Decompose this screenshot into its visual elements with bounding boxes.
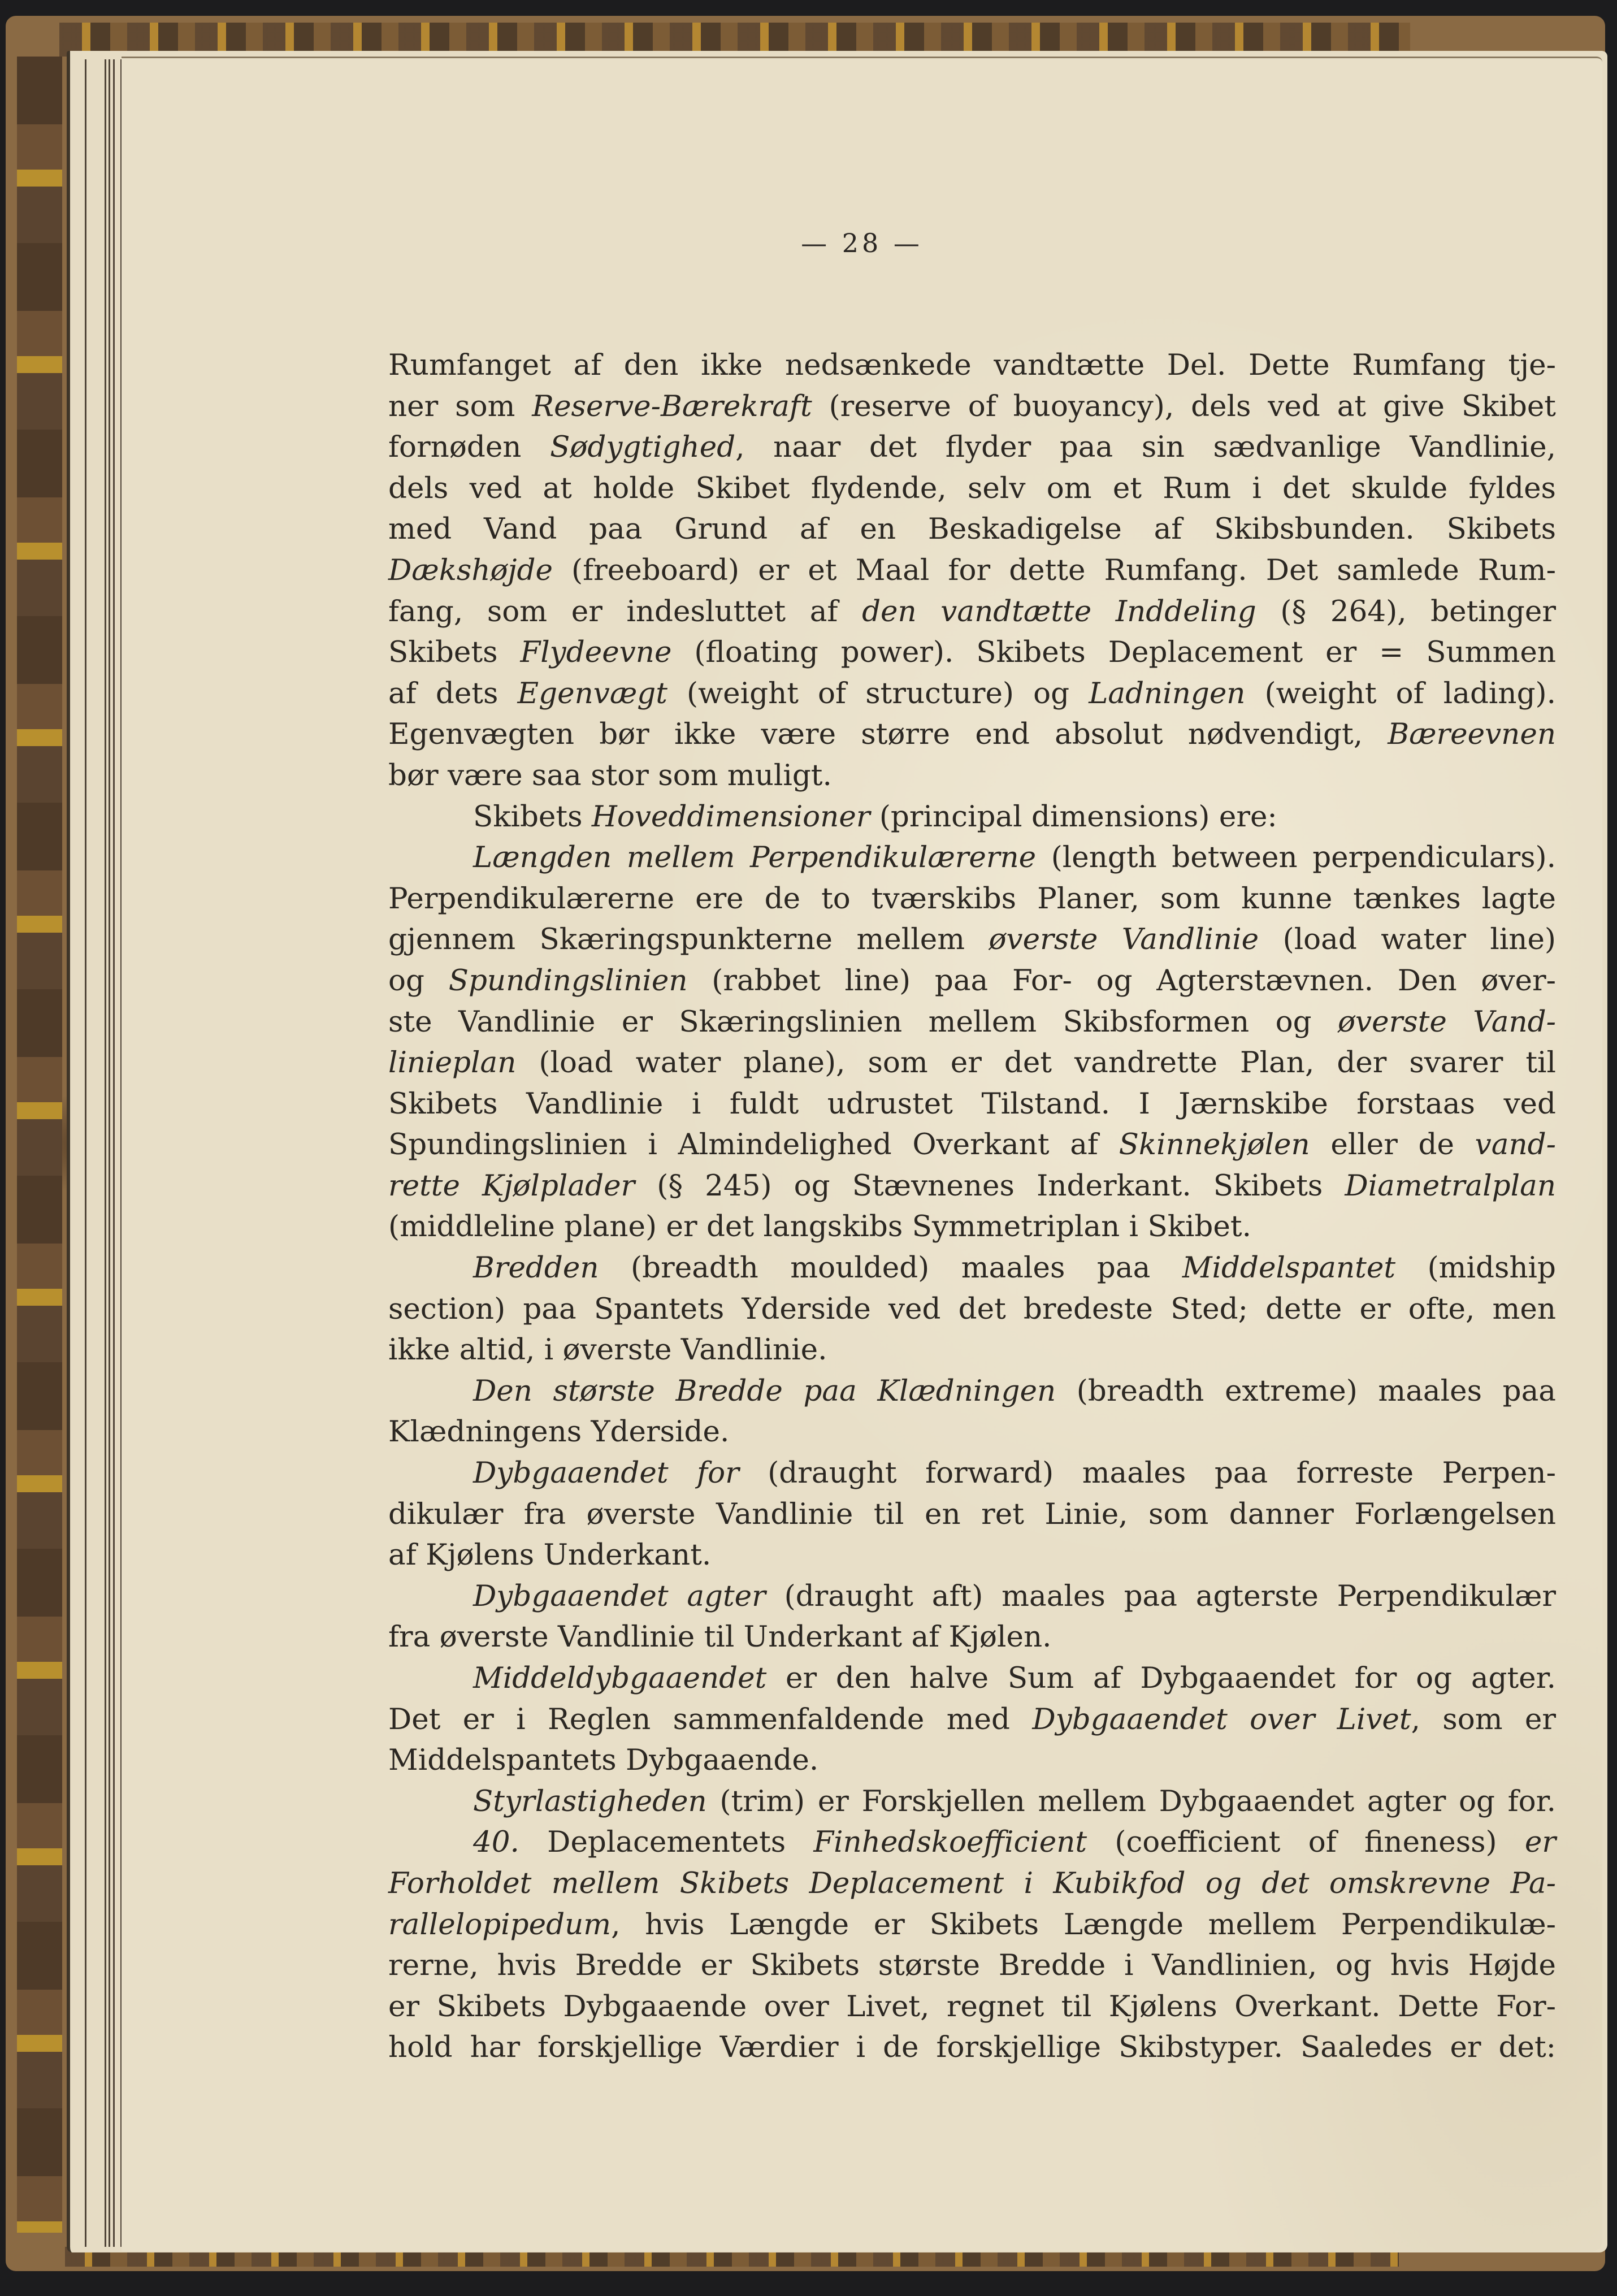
text-line [388, 591, 1556, 633]
text-line [388, 1699, 1556, 1740]
text-line [388, 427, 1556, 468]
text-line [388, 1371, 1556, 1412]
text-line [388, 386, 1556, 427]
italic-term: rallelopipedum [388, 1907, 612, 1942]
italic-term: Skinnekjølen [1119, 1128, 1310, 1162]
text-line [388, 1740, 1556, 1781]
page-leaf-edge [85, 59, 86, 2247]
text-run: af Kjølens Underkant. [388, 1538, 712, 1572]
text-run: bør være saa stor som muligt. [388, 758, 832, 792]
text-run: Spundingslinien i Almindelighed Overkant af [388, 1128, 1119, 1162]
text-line [388, 1904, 1556, 1946]
text-run: (weight of lading). [1245, 676, 1557, 711]
text-run: Skibets [473, 799, 592, 834]
text-line [388, 1781, 1556, 1822]
text-line [388, 714, 1556, 755]
text-line [388, 1289, 1556, 1330]
text-run: af dets [388, 676, 518, 711]
text-run: (breadth moulded) maales paa [599, 1251, 1182, 1285]
text-line [388, 1247, 1556, 1289]
text-line [388, 1576, 1556, 1617]
text-run: (middleline plane) er det langskibs Symmetriplan i Skibet. [388, 1210, 1251, 1244]
text-line [388, 1494, 1556, 1535]
page-leaf-edge [109, 59, 110, 2247]
page-leaf-edge [113, 59, 115, 2247]
italic-term: Spundingslinien [448, 963, 688, 998]
text-run: Skibets Vandlinie i fuldt udrustet Tilstand. I Jærnskibe forstaas ved [388, 1086, 1556, 1121]
text-line [388, 673, 1556, 714]
text-run: eller de [1310, 1128, 1475, 1162]
text-line [388, 509, 1556, 550]
text-line [388, 1124, 1556, 1166]
text-run: (trim) er Forskjellen mellem Dybgaaendet agter og for. [706, 1784, 1556, 1818]
text-run: dels ved at holde Skibet flydende, selv om et Rum i det skulde fyldes [388, 471, 1556, 505]
italic-term: Middelspantet [1182, 1251, 1396, 1285]
text-line [388, 1617, 1556, 1658]
text-run: (load water line) [1259, 922, 1557, 957]
text-run: (coefficient of fineness) [1087, 1825, 1525, 1860]
italic-term: Styrlastigheden [473, 1784, 707, 1818]
page-number: — 28 — [801, 228, 923, 258]
text-run: hold har forskjellige Værdier i de forskjellige Skibstyper. Saaledes er det: [388, 2030, 1556, 2065]
italic-term: Ladningen [1089, 676, 1246, 711]
text-run: (length between perpendiculars). [1036, 841, 1556, 875]
italic-term: Flydeevne [520, 635, 672, 670]
text-run: (draught forward) maales paa forreste Perpen- [739, 1456, 1557, 1491]
text-run: er den halve Sum af Dybgaaendet for og agter. [766, 1661, 1556, 1695]
text-run: (freeboard) er et Maal for dette Rumfang. Det samlede Rum- [552, 553, 1556, 587]
italic-term: Bæreevnen [1388, 717, 1556, 752]
text-line [388, 837, 1556, 878]
text-line [388, 796, 1556, 838]
italic-term: Egenvægt [517, 676, 667, 711]
text-run: Skibets [388, 635, 521, 670]
text-run: med Vand paa Grund af en Beskadigelse af Skibsbunden. Skibets [388, 512, 1556, 547]
italic-term: øverste Vandlinie [989, 922, 1259, 957]
text-run: ner som [388, 389, 532, 423]
text-run: (§ 245) og Stævnenes Inderkant. Skibets [635, 1168, 1345, 1203]
text-run: Egenvægten bør ikke være større end absolut nødvendigt, [388, 717, 1388, 752]
text-line [388, 345, 1556, 386]
italic-term: Finhedskoefficient [813, 1825, 1087, 1860]
text-run: , som er [1411, 1702, 1556, 1736]
text-line [388, 919, 1556, 960]
text-run: (load water plane), som er det vandrette Plan, der svarer til [516, 1046, 1556, 1080]
italic-term: Længden mellem Perpendikulærerne [473, 841, 1037, 875]
italic-term: Dækshøjde [388, 553, 553, 587]
text-run: Deplacementets [519, 1825, 814, 1860]
text-run: section) paa Spantets Yderside ved det bredeste Sted; dette er ofte, men [388, 1292, 1556, 1326]
text-line [388, 1535, 1556, 1576]
text-run: , naar det flyder paa sin sædvanlige Vandlinie, [735, 430, 1557, 465]
text-line [388, 550, 1556, 591]
italic-term: Forholdet mellem Skibets Deplacement i Kubikfod og det omskrevne Pa- [388, 1866, 1556, 1900]
text-line [388, 755, 1556, 796]
text-line [388, 1002, 1556, 1043]
text-line [388, 2027, 1556, 2068]
italic-term: Dybgaaendet agter [473, 1579, 766, 1613]
text-line [388, 1453, 1556, 1494]
italic-term: Dybgaaendet for [473, 1456, 739, 1491]
italic-term: 40. [473, 1825, 519, 1860]
text-run: (§ 264), betinger [1256, 594, 1556, 629]
text-run: er Skibets Dybgaaende over Livet, regnet til Kjølens Overkant. Dette For- [388, 1989, 1556, 2024]
text-line [388, 1329, 1556, 1371]
text-run: gjennem Skæringspunkterne mellem [388, 922, 989, 957]
italic-term: øverste Vand- [1338, 1004, 1556, 1039]
text-run: fra øverste Vandlinie til Underkant af Kjølen. [388, 1620, 1052, 1654]
text-run: Det er i Reglen sammenfaldende med [388, 1702, 1033, 1736]
text-run: (principal dimensions) ere: [870, 799, 1277, 834]
text-run: (breadth extreme) maales paa [1056, 1374, 1556, 1408]
text-run: Klædningens Yderside. [388, 1415, 730, 1449]
book-page [122, 57, 1602, 2251]
text-run: Rumfanget af den ikke nedsænkede vandtætte Del. Dette Rumfang tje- [388, 348, 1556, 382]
text-line [388, 960, 1556, 1002]
text-line [388, 1658, 1556, 1699]
text-run: fang, som er indesluttet af [388, 594, 862, 629]
text-run: (weight of structure) og [667, 676, 1089, 711]
italic-term: Sødygtighed [550, 430, 736, 465]
italic-term: Bredden [473, 1251, 599, 1285]
italic-term: Reserve-Bærekraft [532, 389, 812, 423]
text-run: fornøden [388, 430, 550, 465]
italic-term: Dybgaaendet over Livet [1032, 1702, 1411, 1736]
italic-term: er [1524, 1825, 1556, 1860]
text-line [388, 1822, 1556, 1863]
page-leaf-edge [105, 59, 106, 2247]
text-run: og [388, 963, 449, 998]
text-run: ste Vandlinie er Skæringslinien mellem Skibsformen og [388, 1004, 1338, 1039]
italic-term: den vandtætte Inddeling [862, 594, 1256, 629]
marbled-edge-left [17, 57, 62, 2233]
text-run: dikulær fra øverste Vandlinie til en ret Linie, som danner Forlængelsen [388, 1497, 1556, 1531]
italic-term: Diametralplan [1345, 1168, 1556, 1203]
text-line [388, 878, 1556, 920]
body-text [388, 345, 1556, 2068]
italic-term: Middeldybgaaendet [473, 1661, 767, 1695]
text-run: (rabbet line) paa For- og Agterstævnen. Den øver- [687, 963, 1556, 998]
text-run: Middelspantets Dybgaaende. [388, 1743, 819, 1778]
text-line [388, 632, 1556, 673]
text-run: rerne, hvis Bredde er Skibets største Bredde i Vandlinien, og hvis Højde [388, 1948, 1556, 1983]
text-line [388, 1986, 1556, 2028]
italic-term: Hoveddimensioner [591, 799, 870, 834]
text-line [388, 1042, 1556, 1084]
text-run: ikke altid, i øverste Vandlinie. [388, 1333, 827, 1367]
italic-term: Den største Bredde paa Klædningen [473, 1374, 1056, 1408]
italic-term: rette Kjølplader [388, 1168, 635, 1203]
text-line [388, 1411, 1556, 1453]
text-run: (midship [1395, 1251, 1556, 1285]
text-line [388, 1084, 1556, 1125]
text-line [388, 1863, 1556, 1904]
text-run: (draught aft) maales paa agterste Perpendikulær [765, 1579, 1556, 1613]
text-line [388, 1206, 1556, 1247]
text-line [388, 1945, 1556, 1986]
text-line [388, 1166, 1556, 1207]
italic-term: linieplan [388, 1046, 517, 1080]
text-run: (floating power). Skibets Deplacement er = Summen [671, 635, 1556, 670]
text-run: (reserve of buoyancy), dels ved at give Skibet [812, 389, 1556, 423]
italic-term: vand- [1475, 1128, 1556, 1162]
text-run: , hvis Længde er Skibets Længde mellem Perpendikulæ- [611, 1907, 1556, 1942]
text-line [388, 468, 1556, 509]
text-run: Perpendikulærerne ere de to tværskibs Planer, som kunne tænkes lagte [388, 881, 1556, 916]
